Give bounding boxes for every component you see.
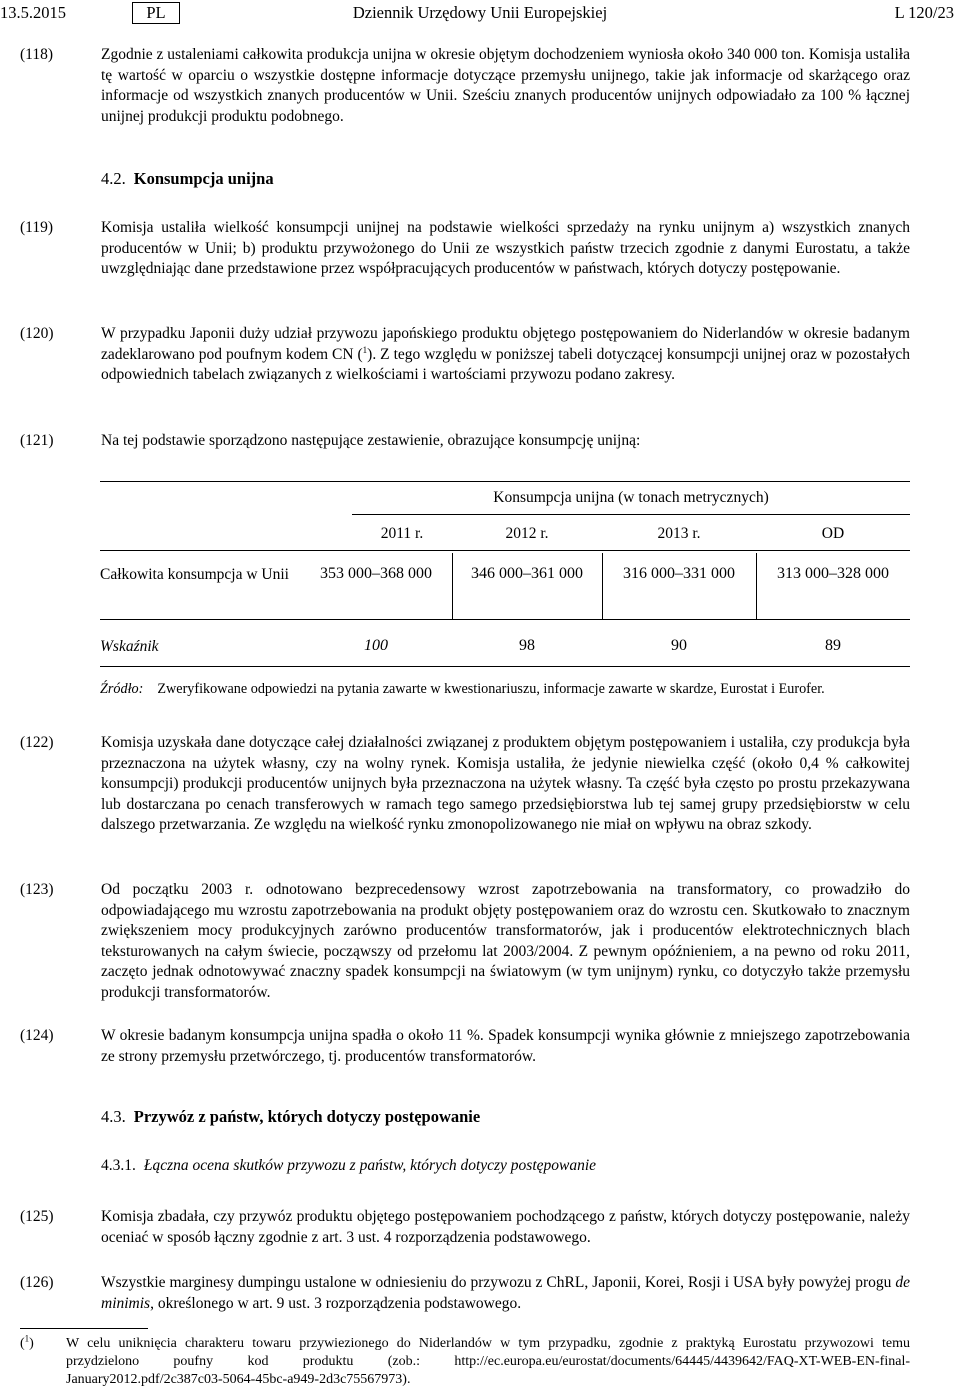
footnote-text: W celu uniknięcia charakteru towaru przywiezionego do Niderlandów w tym przypadku, zgodnie z praktyką Eurostatu przywozowi temu przydzielono poufny kod produktu (zob.: http://ec.europa.eu/eurostat/documents/64445/4439642/FAQ-XT-WEB-EN-final-January2012.pdf/2c387c03-5064-45bc-a949-2d3c75567973). — [66, 1336, 910, 1387]
paragraph-text: Na tej podstawie sporządzono następujące zestawienie, obrazujące konsumpcję unijną: — [101, 432, 641, 449]
paragraph-119 — [20, 218, 910, 280]
table-bottom-rule — [100, 666, 910, 667]
footnote-mark-paren: ) — [29, 1336, 34, 1351]
page-header — [0, 0, 960, 28]
paragraph-number: (125) — [20, 1208, 54, 1225]
header-date: 13.5.2015 — [0, 3, 66, 22]
table-row-rule — [100, 619, 910, 620]
paragraph-122 — [20, 733, 910, 836]
text-italic-term: de minimis — [101, 1274, 910, 1312]
table-cell: 316 000–331 000 — [623, 565, 735, 582]
table-cell: 98 — [519, 637, 535, 654]
section-heading-4-2 — [101, 169, 274, 189]
source-label: Źródło: — [100, 681, 144, 697]
table-cell: 90 — [671, 637, 687, 654]
footnote-reference[interactable]: 1 — [362, 344, 368, 355]
column-header-2013: 2013 r. — [657, 525, 701, 542]
paragraph-number: (120) — [20, 325, 54, 342]
paragraph-text — [101, 324, 910, 386]
paragraph-number: (124) — [20, 1027, 54, 1044]
table-row-label: Całkowita konsumpcja w Unii — [100, 566, 289, 583]
paragraph-text: Komisja ustaliła wielkość konsumpcji unijnej na podstawie wielkości sprzedaży na rynku unijnym a) wszystkich znanych producentów w Unii; b) produktu przywożonego do Unii ze wszystkich państw trzecich zgodnie z danymi Eurostatu, a także uwzględniając dane przedstawione przez współpracujących producentów w państwach, których dotyczy postępowanie. — [101, 219, 910, 277]
subsection-heading-4-3-1 — [101, 1157, 596, 1175]
paragraph-text — [101, 1273, 910, 1314]
text-part: Wszystkie marginesy dumpingu ustalone w odniesieniu do przywozu z ChRL, Japonii, Korei, Rosji i USA były powyżej progu — [101, 1274, 896, 1291]
paragraph-120 — [20, 324, 910, 386]
table-cell: 89 — [825, 637, 841, 654]
section-number: 4.3. — [101, 1107, 126, 1126]
paragraph-124 — [20, 1026, 910, 1067]
table-cell: 346 000–361 000 — [471, 565, 583, 582]
table-top-rule — [100, 481, 910, 482]
paragraph-123 — [20, 880, 910, 1003]
section-title: Przywóz z państw, których dotyczy postępowanie — [133, 1107, 481, 1126]
footnote — [20, 1335, 910, 1389]
paragraph-126 — [20, 1273, 910, 1314]
text-part: W przypadku Japonii duży udział przywozu japońskiego produktu objętego postępowaniem do Niderlandów w okresie badanym zadeklarowano pod poufnym kodem CN ( — [101, 325, 910, 363]
column-separator — [756, 553, 757, 619]
column-separator — [602, 553, 603, 619]
table-caption-rule — [352, 514, 910, 515]
footnote-rule — [20, 1328, 148, 1329]
column-header-2011: 2011 r. — [380, 525, 424, 542]
column-header-od: OD — [821, 525, 845, 542]
paragraph-121 — [20, 431, 910, 452]
paragraph-text: Komisja zbadała, czy przywóz produktu objętego postępowaniem pochodzącego z państw, których dotyczy postępowanie, należy oceniać w sposób łączny zgodnie z art. 3 ust. 4 rozporządzenia podstawowego. — [101, 1208, 910, 1246]
paragraph-number: (121) — [20, 432, 54, 449]
table-cell: 313 000–328 000 — [777, 565, 889, 582]
table-cell: 353 000–368 000 — [320, 565, 432, 582]
section-heading-4-3 — [101, 1107, 480, 1127]
header-page-number: L 120/23 — [894, 3, 954, 22]
footnote-mark-paren: ( — [20, 1336, 25, 1351]
paragraph-number: (119) — [20, 219, 53, 236]
text-part: , określonego w art. 9 ust. 3 rozporządzenia podstawowego. — [150, 1294, 522, 1312]
table-source-note — [100, 681, 825, 698]
column-separator — [452, 553, 453, 619]
table-caption: Konsumpcja unijna (w tonach metrycznych) — [493, 489, 769, 506]
table-cell: 100 — [364, 637, 388, 654]
paragraph-text: W okresie badanym konsumpcja unijna spadła o około 11 %. Spadek konsumpcji wynika głównie z mniejszego zapotrzebowania ze strony przemysłu przetwórczego, tj. producentów transformatorów. — [101, 1027, 910, 1065]
section-number: 4.2. — [101, 169, 126, 188]
paragraph-text: Zgodnie z ustaleniami całkowita produkcja unijna w okresie objętym dochodzeniem wyniosła około 340 000 ton. Komisja ustaliła tę wartość w oparciu o wszystkie dostępne informacje dotyczące przemysłu unijnego, takie jak informacje od skarżącego oraz informacje od wszystkich znanych producentów w Unii. Sześciu znanych producentów unijnych odpowiadało za 100 % łącznej unijnej produkcji produktu podobnego. — [101, 46, 910, 125]
paragraph-number: (122) — [20, 734, 54, 751]
header-language-box: PL — [132, 2, 180, 24]
paragraph-number: (118) — [20, 46, 53, 63]
table-header-rule — [100, 550, 910, 551]
section-title: Konsumpcja unijna — [133, 169, 274, 188]
paragraph-number: (123) — [20, 881, 54, 898]
subsection-title: Łączna ocena skutków przywozu z państw, których dotyczy postępowanie — [143, 1157, 597, 1174]
paragraph-text: Komisja uzyskała dane dotyczące całej działalności związanej z produktem objętym postępowaniem i ustaliła, czy produkcja była przeznaczona na użytek własny, czy na wolny rynek. Komisja ustaliła, że jedynie niewielka część (około 0,4 % całkowitej konsumpcji) produkcji producentów unijnych była przeznaczona na użytek własny. Ta część była często po prostu przekazywana lub dostarczana po cenach transferowych w ramach tego samego przedsiębiorstwa lub tej samej grupy przedsiębiorstw w celu dalszego przetwarzania. Ze względu na wielkość rynku zmonopolizowanego nie miał on wpływu na obraz szkody. — [101, 734, 910, 833]
paragraph-number: (126) — [20, 1274, 54, 1291]
table-row-label: Wskaźnik — [100, 638, 159, 655]
source-text: Zweryfikowane odpowiedzi na pytania zawarte w kwestionariuszu, informacje zawarte w skardze, Eurostat i Eurofer. — [157, 681, 825, 697]
text-part: ). Z tego względu w poniższej tabeli dotyczącej konsumpcji unijnej oraz w pozostałych odpowiednich tabelach związanych z wielkościami i wartościami przywozu podano zakresy. — [101, 345, 910, 383]
paragraph-118 — [20, 45, 910, 127]
paragraph-text: Od początku 2003 r. odnotowano bezprecedensowy wzrost zapotrzebowania na transformatory, co prowadziło do odpowiadającego mu wzrostu zapotrzebowania na produkt objęty postępowaniem oraz do wzrostu cen. Skutkowało to znacznym zwiększeniem mocy produkcyjnych zarówno producentów transformatorów, jak i producentów elektrotechnicznych blach teksturowanych na całym świecie, począwszy od przełomu lat 2003/2004. Z pewnym opóźnieniem, a na pewno od roku 2011, zaczęto jednak odnotowywać znaczny spadek konsumpcji na światowym (w tym unijnym) rynku, co dotyczyło także przemysłu produkcji transformatorów. — [101, 881, 910, 1001]
footnote-mark — [20, 1335, 34, 1353]
footnote-mark-number: 1 — [24, 1333, 30, 1344]
paragraph-125 — [20, 1207, 910, 1248]
header-journal-title: Dziennik Urzędowy Unii Europejskiej — [352, 3, 608, 22]
column-header-2012: 2012 r. — [505, 525, 549, 542]
subsection-number: 4.3.1. — [101, 1157, 136, 1174]
